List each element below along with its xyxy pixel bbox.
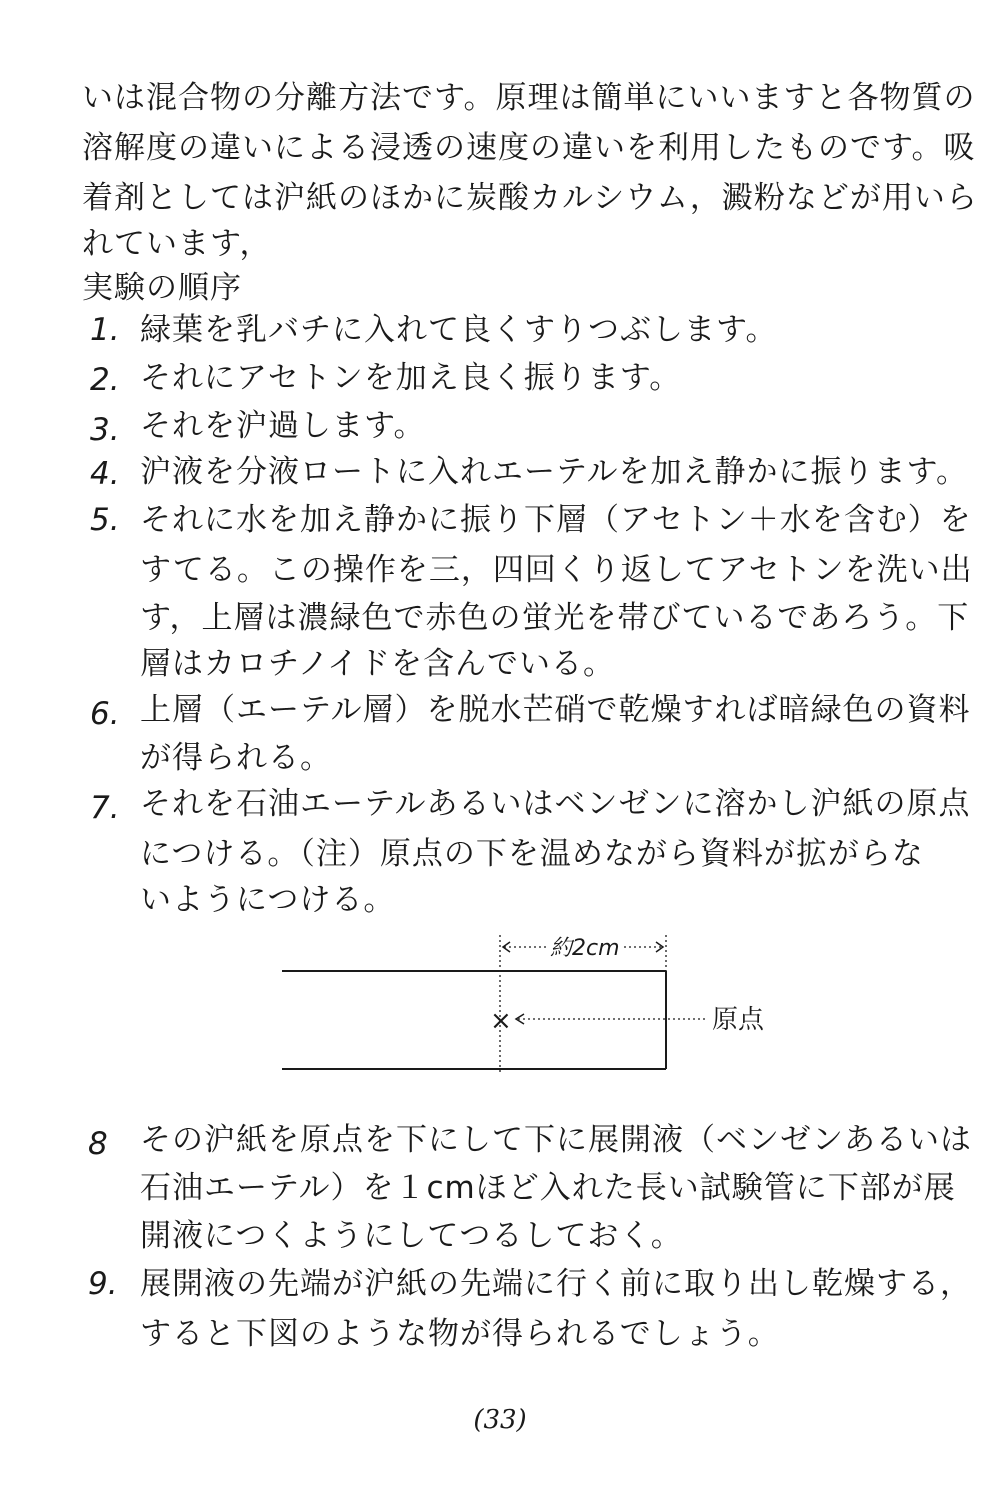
origin-mark: × [490,1006,512,1036]
filter-paper-diagram [270,925,790,1085]
step-7-line-1: それを石油エーテルあるいはベンゼンに溶かし沪紙の原点 [140,786,971,822]
step-1-number: 1. [90,312,120,348]
step-8-number: 8 [88,1126,108,1162]
step-9-line-2: すると下図のような物が得られるでしょう。 [140,1316,780,1352]
step-1-line-1: 緑葉を乳バチに入れて良くすりつぶします。 [140,312,778,348]
step-5-number: 5. [90,502,120,538]
step-3-line-1: それを沪過します。 [140,408,426,444]
step-8-line-3: 開液につくようにしてつるしておく。 [140,1218,683,1254]
step-9-line-1: 展開液の先端が沪紙の先端に行く前に取り出し乾燥する， [140,1266,972,1302]
step-8-line-2: 石油エーテル）を１cmほど入れた長い試験管に下部が展 [140,1170,956,1206]
step-2-line-1: それにアセトンを加え良く振ります。 [140,360,682,396]
intro-line-3: 着剤としては沪紙のほかに炭酸カルシウム，澱粉などが用いら [82,180,978,216]
step-6-line-1: 上層（エーテル層）を脱水芒硝で乾燥すれば暗緑色の資料 [140,692,971,728]
step-5-line-3: す，上層は濃緑色で赤色の蛍光を帯びているであろう。下 [140,600,970,636]
origin-label: 原点 [712,1005,765,1035]
page-number: (33) [473,1405,527,1435]
step-4-line-1: 沪液を分液ロートに入れエーテルを加え静かに振ります。 [140,454,968,490]
step-5-line-4: 層はカロチノイドを含んでいる。 [140,646,616,682]
width-label: 約2cm [550,936,620,961]
step-8-line-1: その沪紙を原点を下にして下に展開液（ベンゼンあるいは [140,1122,972,1158]
intro-line-2: 溶解度の違いによる浸透の速度の違いを利用したものです。吸 [82,130,976,166]
step-6-number: 6. [90,696,120,732]
step-5-line-2: すてる。この操作を三，四回くり返してアセトンを洗い出 [140,552,973,588]
intro-line-1: いは混合物の分離方法です。原理は簡単にいいますと各物質の [82,80,976,116]
step-7-number: 7. [90,790,120,826]
width-arrowhead-left [503,942,510,952]
step-5-line-1: それに水を加え静かに振り下層（アセトン＋水を含む）を [140,502,972,538]
step-4-number: 4. [90,456,120,492]
step-3-number: 3. [90,412,120,448]
intro-line-4: れています， [82,226,272,262]
section-title: 実験の順序 [82,270,242,306]
step-9-number: 9. [88,1266,118,1302]
step-6-line-2: が得られる。 [140,740,332,776]
step-7-line-3: いようにつける。 [140,882,396,918]
step-7-line-2: につける。（注）原点の下を温めながら資料が拡がらな [140,836,924,872]
step-2-number: 2. [90,362,120,398]
